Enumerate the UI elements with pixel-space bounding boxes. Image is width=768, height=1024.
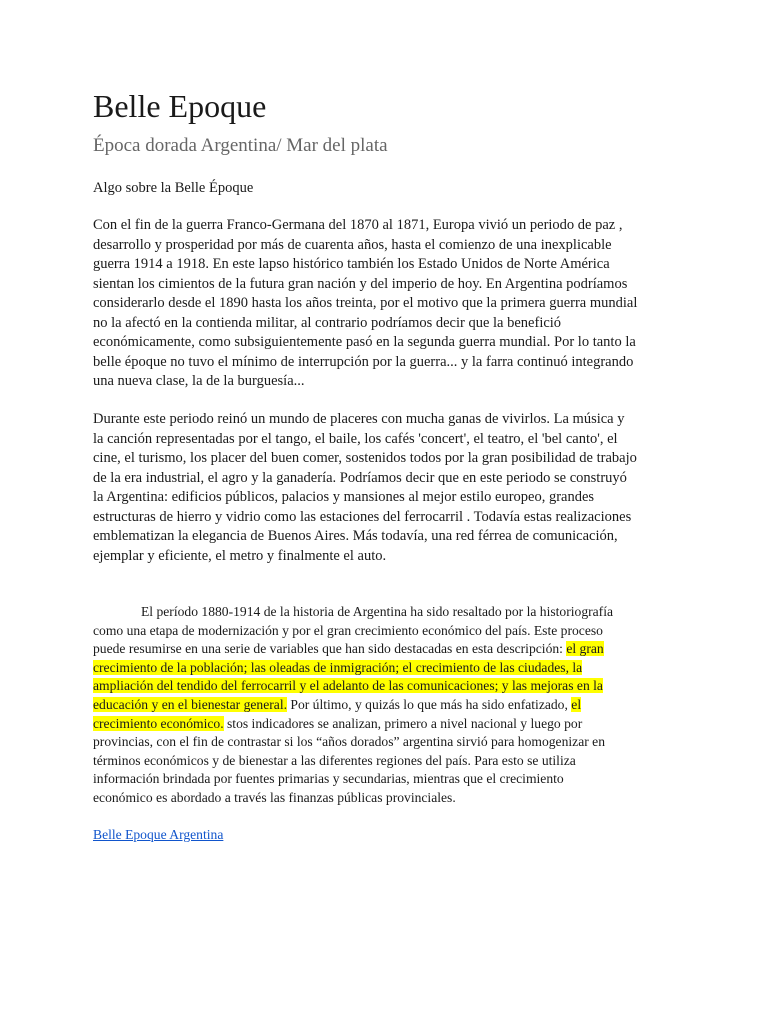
section-heading: Algo sobre la Belle Époque (93, 180, 254, 196)
text-segment: stos indicadores se analizan, primero a nivel nacional y luego por (223, 715, 583, 731)
text-line: información brindada por fuentes primarias y secundarias, mientras que el crecimiento (93, 771, 564, 787)
text-line (93, 659, 658, 678)
text-line: términos económicos y de bienestar a las diferentes regiones del país. Para esto se utiliza (93, 752, 576, 768)
text-line (93, 640, 658, 659)
text-line: la canción representadas por el tango, el baile, los cafés 'concert', el teatro, el 'bel canto', el (93, 430, 618, 447)
text-line: la Argentina: edificios públicos, palacios y mansiones al mejor estilo europeo, grandes (93, 489, 595, 505)
text-line (93, 715, 658, 734)
document-subtitle: Época dorada Argentina/ Mar del plata (93, 135, 388, 156)
text-line: considerarlo desde el 1890 hasta los años treinta, por el motivo que la primera guerra mundial (93, 295, 638, 311)
text-line: no la afectó en la contienda militar, al contrario podríamos decir que la benefició (93, 314, 562, 331)
belle-epoque-link[interactable]: Belle Epoque Argentina (93, 827, 224, 842)
text-line (93, 677, 658, 696)
text-line: una nueva clase, la de la burguesía... (93, 373, 305, 389)
paragraph-pleasures (93, 410, 668, 566)
text-line: ejemplar y eficiente, el metro y finalmente el auto. (93, 547, 387, 564)
text-line: El período 1880-1914 de la historia de Argentina ha sido resaltado por la historiografía (141, 604, 614, 619)
text-line: de la era industrial, el agro y la ganadería. Podríamos decir que en este periodo se construyó (93, 469, 627, 486)
text-line: como una etapa de modernización y por el gran crecimiento económico del país. Este proceso (93, 622, 603, 638)
text-line: estructuras de hierro y vidrio como las estaciones del ferrocarril . Todavía estas realizaciones (93, 508, 632, 525)
text-line (93, 696, 658, 715)
text-segment: Por último, y quizás lo que más ha sido enfatizado, (287, 696, 572, 712)
text-line: provincias, con el fin de contrastar si los “años dorados” argentina sirvió para homogenizar en (93, 734, 605, 750)
text-line: cine, el turismo, los placer del buen comer, sostenidos todos por la gran posibilidad de trabajo (93, 450, 637, 466)
highlighted-text: educación y en el bienestar general. (93, 696, 287, 712)
text-line: belle époque no tuvo el mínimo de interrupción por la guerra... y la farra continuó integrando (93, 353, 634, 370)
text-line: Durante este periodo reinó un mundo de placeres con mucha ganas de vivirlos. La música y (93, 411, 625, 427)
highlighted-text: ampliación del tendido del ferrocarril y el adelanto de las comunicaciones; y las mejoras en la (93, 678, 603, 694)
text-line: económicamente, como subsiguientemente pasó en la segunda guerra mundial. Por lo tanto la (93, 334, 636, 350)
text-segment: puede resumirse en una serie de variables que han sido destacadas en esta descripción: (93, 641, 567, 657)
highlighted-text: crecimiento de la población; las oleadas de inmigración; el crecimiento de las ciudades, la (93, 659, 583, 675)
paragraph-modernization (93, 603, 658, 808)
text-line: sientan los cimientos de la futura gran nación y del imperio de hoy. En Argentina podríamos (93, 275, 628, 292)
document-title: Belle Epoque (93, 88, 267, 124)
paragraph-intro (93, 216, 668, 392)
highlighted-text: el gran (566, 641, 604, 657)
text-line: económico es abordado a través las finanzas públicas provinciales. (93, 789, 456, 805)
text-line: guerra 1914 a 1918. En este lapso histórico también los Estado Unidos de Norte América (93, 256, 610, 272)
highlighted-text: el (571, 696, 582, 712)
text-line: desarrollo y prosperidad por más de cuarenta años, hasta el comienzo de una inexplicable (93, 236, 612, 253)
highlighted-text: crecimiento económico. (93, 715, 224, 731)
text-line: Con el fin de la guerra Franco-Germana del 1870 al 1871, Europa vivió un periodo de paz , (93, 217, 623, 233)
text-line: emblematizan la elegancia de Buenos Aires. Más todavía, una red férrea de comunicación, (93, 528, 618, 544)
